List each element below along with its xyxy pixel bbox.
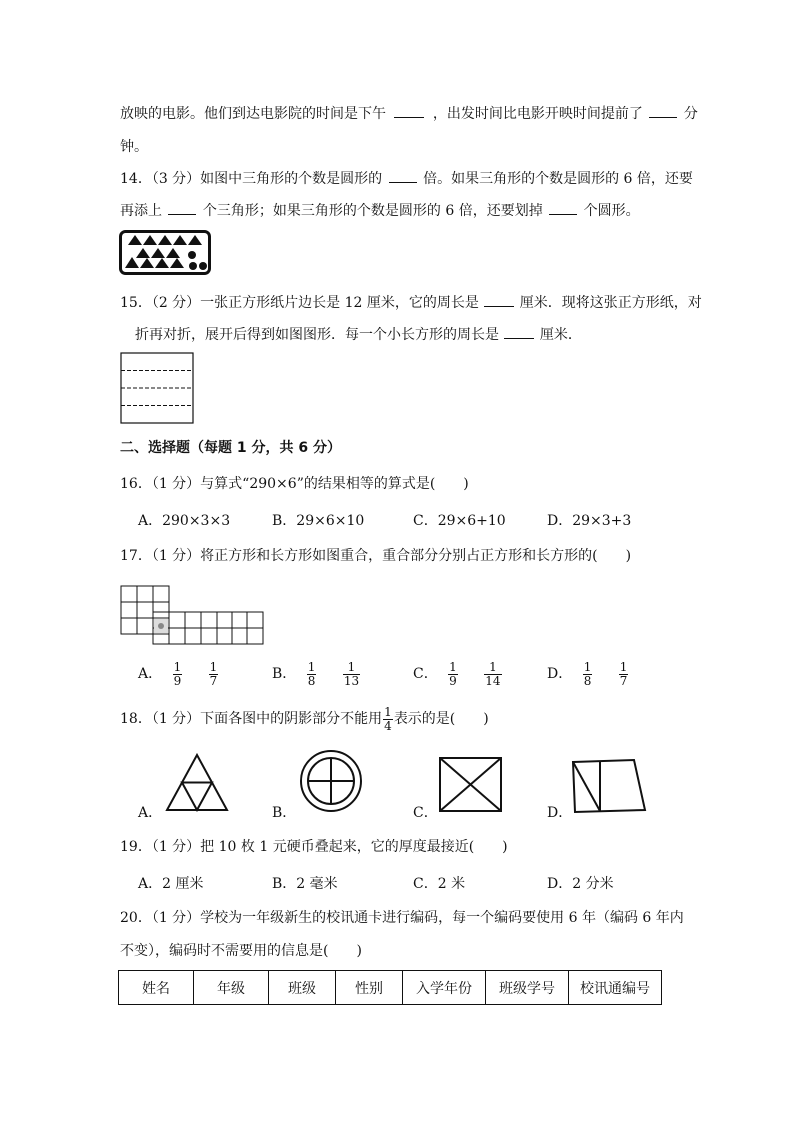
q14-text-2: 倍。如果三角形的个数是圆形的 6 倍，还要 [423, 171, 693, 187]
q17-option-c-label: C． [413, 666, 438, 683]
q13-line1 [120, 103, 698, 123]
table-row [119, 971, 662, 1005]
q14-line2 [120, 200, 640, 220]
table-cell-name: 姓名 [119, 971, 194, 1005]
q18-option-d[interactable]: D． [547, 805, 573, 821]
q17-option-a-frac1: $\frac{1}{9}$ [173, 660, 182, 688]
q18-stem-a: 18．（1 分）下面各图中的阴影部分不能用 [120, 711, 383, 728]
q18-stem-b: 表示的是( ) [393, 711, 489, 728]
q18-rectangle-figure[interactable] [570, 758, 648, 814]
section-title: 二、选择题（每题 1 分，共 6 分） [120, 440, 341, 456]
q17-option-a-frac2: $\frac{1}{7}$ [209, 660, 218, 688]
q20-line1: 20．（1 分）学校为一年级新生的校讯通卡进行编码，每一个编码要使用 6 年（编码 6 年内 [120, 910, 684, 926]
q19-stem: 19．（1 分）把 10 枚 1 元硬币叠起来，它的厚度最接近( ) [120, 839, 508, 855]
q16-option-d[interactable]: D．29×3+3 [547, 513, 632, 529]
q14-line1 [120, 168, 693, 188]
q14-text-4: 个三角形；如果三角形的个数是圆形的 6 倍，还要划掉 [202, 203, 543, 219]
q14-blank-2[interactable] [168, 200, 196, 215]
q18-option-b[interactable]: B． [272, 805, 297, 821]
q17-option-d-frac2: $\frac{1}{7}$ [619, 660, 628, 688]
q17-option-c-frac2: $\frac{1}{14}$ [485, 660, 501, 688]
q16-option-b[interactable]: B．29×6×10 [272, 513, 365, 529]
table-cell-gender: 性别 [336, 971, 403, 1005]
q17-option-b[interactable] [272, 661, 360, 687]
q15-blank-1[interactable] [484, 292, 514, 307]
q17-option-b-frac1: $\frac{1}{8}$ [307, 660, 316, 688]
q19-option-b[interactable]: B．2 毫米 [272, 876, 338, 892]
table-cell-grade: 年级 [194, 971, 269, 1005]
q14-shapes-figure [119, 230, 211, 276]
q17-option-c[interactable] [413, 661, 502, 687]
q15-text-3: 折再对折，展开后得到如图图形．每一个小长方形的周长是 [135, 327, 499, 343]
q15-line2 [135, 324, 582, 344]
q13-text-3: 分 [683, 106, 698, 122]
q13-line2: 钟。 [120, 139, 148, 155]
table-cell-class-number: 班级学号 [486, 971, 569, 1005]
q18-square-figure[interactable] [438, 756, 504, 814]
q20-info-table [118, 970, 662, 1005]
q13-text-1: 放映的电影。他们到达电影院的时间是下午 [120, 106, 386, 122]
q15-text-2: 厘米．现将这张正方形纸，对 [519, 295, 702, 311]
q17-overlap-grid-figure [120, 585, 266, 647]
table-cell-card-number: 校讯通编号 [569, 971, 662, 1005]
table-cell-class: 班级 [269, 971, 336, 1005]
q18-circle-figure[interactable] [298, 748, 364, 814]
q14-text-1: 14．（3 分）如图中三角形的个数是圆形的 [120, 171, 383, 187]
q17-option-a[interactable] [138, 661, 218, 687]
q13-text-2: ，出发时间比电影开映时间提前了 [432, 106, 643, 122]
q18-option-a[interactable]: A． [138, 805, 163, 821]
q14-blank-3[interactable] [549, 200, 577, 215]
q18-stem [120, 706, 489, 732]
q16-option-c[interactable]: C．29×6+10 [413, 513, 506, 529]
q17-option-d-label: D． [547, 666, 573, 683]
q18-triangle-figure[interactable] [164, 752, 230, 814]
q16-stem: 16．（1 分）与算式“290×6”的结果相等的算式是( ) [120, 476, 469, 492]
q14-text-5: 个圆形。 [583, 203, 640, 219]
q17-option-b-frac2: $\frac{1}{13}$ [343, 660, 360, 688]
q16-option-a[interactable]: A．290×3×3 [138, 513, 231, 529]
q20-line2: 不变），编码时不需要用的信息是( ) [120, 943, 362, 959]
q15-text-1: 15．（2 分）一张正方形纸片边长是 12 厘米，它的周长是 [120, 295, 479, 311]
q15-line1 [120, 292, 702, 312]
q13-blank-2[interactable] [649, 103, 677, 118]
q14-blank-1[interactable] [389, 168, 417, 183]
table-cell-entry-year: 入学年份 [403, 971, 486, 1005]
q17-option-b-label: B． [272, 666, 297, 683]
q17-option-d[interactable] [547, 661, 628, 687]
q18-stem-fraction: $\frac{1}{4}$ [384, 705, 392, 733]
q15-text-4: 厘米． [539, 327, 582, 343]
q17-stem: 17．（1 分）将正方形和长方形如图重合，重合部分分别占正方形和长方形的( ) [120, 548, 632, 564]
q17-option-a-label: A． [138, 666, 163, 683]
q13-blank-1[interactable] [394, 103, 424, 118]
q19-option-a[interactable]: A．2 厘米 [138, 876, 204, 892]
q17-option-c-frac1: $\frac{1}{9}$ [449, 660, 457, 688]
q14-text-3: 再添上 [120, 203, 162, 219]
q19-option-d[interactable]: D．2 分米 [547, 876, 614, 892]
q15-blank-2[interactable] [504, 324, 534, 339]
q15-folded-paper-figure [120, 352, 196, 426]
q18-option-c[interactable]: C． [413, 805, 438, 821]
q19-option-c[interactable]: C．2 米 [413, 876, 466, 892]
q17-option-d-frac1: $\frac{1}{8}$ [583, 660, 592, 688]
